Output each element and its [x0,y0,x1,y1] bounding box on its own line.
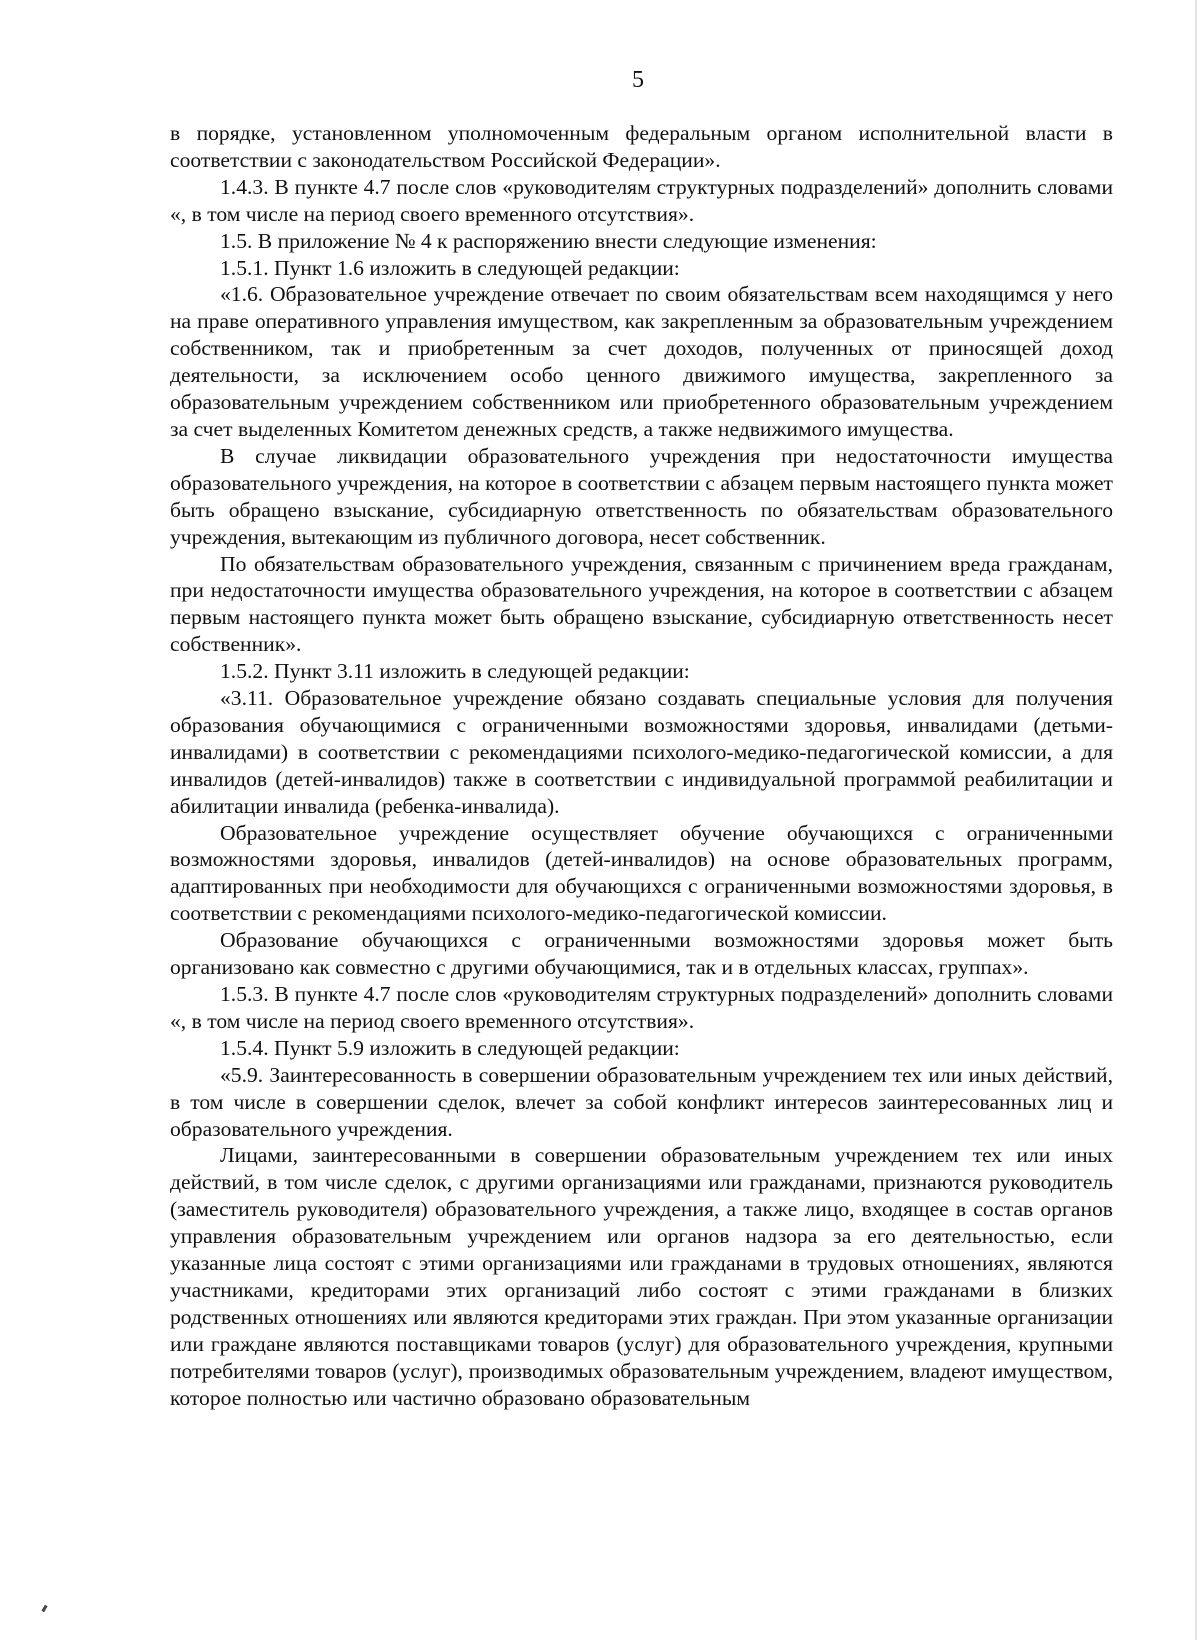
paragraph-1-5-3: 1.5.3. В пункте 4.7 после слов «руководителям структурных подразделений» дополнить словами «, в том числе на период своего временного отсутствия». [170,982,1113,1033]
document-body [170,120,1113,1412]
paragraph-continuation: в порядке, установленном уполномоченным федеральным органом исполнительной власти в соответствии с законодательством Российской Федерации». [170,121,1113,172]
paragraph-1-4-3: 1.4.3. В пункте 4.7 после слов «руководителям структурных подразделений» дополнить словами «, в том числе на период своего временного отсутствия». [170,174,1113,226]
scan-edge-shadow [1195,0,1197,1640]
paragraph-1-5-2: 1.5.2. Пункт 3.11 изложить в следующей редакции: [220,659,690,684]
paragraph-quote-3-11: «3.11. Образовательное учреждение обязано создавать специальные условия для получения образования обучающимися с ограниченными возможностями здоровья, инвалидами (детьми-инвалидами) в соответствии с рекомендациями психолого-медико-педагогической комиссии, а для инвалидов (детей-инвалидов) также в соответствии с индивидуальной программой реабилитации и абилитации инвалида (ребенка-инвалида). [170,686,1113,818]
paragraph-1-5-4: 1.5.4. Пункт 5.9 изложить в следующей редакции: [220,1035,680,1060]
scan-speck [41,1605,47,1613]
paragraph-interested-persons: Лицами, заинтересованными в совершении образовательным учреждением тех или иных действий, в том числе сделок, с другими организациями или гражданами, признаются руководитель (заместитель руководителя) образовательного учреждения, а также лицо, входящее в состав органов управления образовательным учреждением или органов надзора за его деятельностью, если указанные лица состоят с этими организациями или гражданами в трудовых отношениях, являются участниками, кредиторами этих организаций либо состоят с этими гражданами в близких родственных отношениях или являются кредиторами этих граждан. При этом указанные организации или граждане являются поставщиками товаров (услуг) для образовательного учреждения, крупными потребителями товаров (услуг), производимых образовательным учреждением, владеют имуществом, которое полностью или частично образовано образовательным [170,1143,1113,1410]
paragraph-joint-education: Образование обучающихся с ограниченными возможностями здоровья может быть организовано как совместно с другими обучающимися, так и в отдельных классах, группах». [170,928,1113,980]
page-number: 5 [632,67,644,93]
paragraph-1-5: 1.5. В приложение № 4 к распоряжению внести следующие изменения: [220,228,877,253]
paragraph-liquidation: В случае ликвидации образовательного учреждения при недостаточности имущества образовательного учреждения, на которое в соответствии с абзацем первым настоящего пункта может быть обращено взыскание, субсидиарную ответственность по обязательствам образовательного учреждения, вытекающим из публичного договора, несет собственник. [170,443,1113,549]
paragraph-adapted-programs: Образовательное учреждение осуществляет обучение обучающихся с ограниченными возможностями здоровья, инвалидов (детей-инвалидов) на основе образовательных программ, адаптированных при необходимости для обучающихся с ограниченными возможностями здоровья, в соответствии с рекомендациями психолого-медико-педагогической комиссии. [170,820,1113,926]
paragraph-harm-obligations: По обязательствам образовательного учреждения, связанным с причинением вреда гражданам, при недостаточности имущества образовательного учреждения, на которое в соответствии с абзацем первым настоящего пункта может быть обращено взыскание, субсидиарную ответственность несет собственник». [170,551,1113,657]
paragraph-quote-5-9: «5.9. Заинтересованность в совершении образовательным учреждением тех или иных действий, в том числе в совершении сделок, влечет за собой конфликт интересов заинтересованных лиц и образовательного учреждения. [170,1062,1113,1141]
paragraph-1-5-1: 1.5.1. Пункт 1.6 изложить в следующей редакции: [220,255,680,280]
paragraph-quote-1-6: «1.6. Образовательное учреждение отвечает по своим обязательствам всем находящимся у него на праве оперативного управления имуществом, как закрепленным за образовательным учреждением собственником, так и приобретенным за счет доходов, полученных от приносящей доход деятельности, за исключением особо ценного движимого имущества, закрепленного за образовательным учреждением собственником или приобретенного образовательным учреждением за счет выделенных Комитетом денежных средств, а также недвижимого имущества. [170,282,1113,441]
